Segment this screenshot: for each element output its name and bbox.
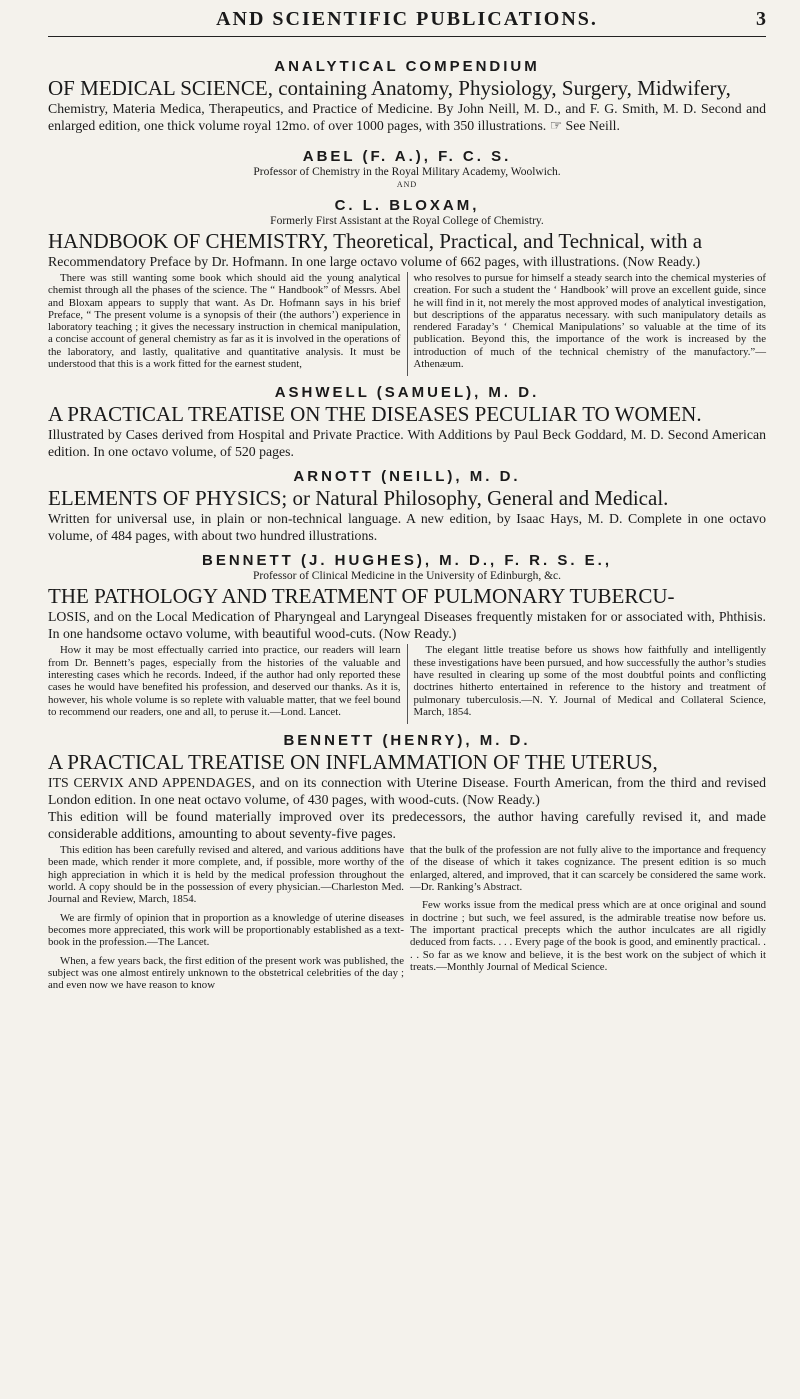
entry-abel-bloxam xyxy=(48,148,766,376)
author-description: Professor of Chemistry in the Royal Military Academy, Woolwich. xyxy=(253,166,561,178)
entry-description: Recommendatory Preface by Dr. Hofmann. In one large octavo volume of 662 pages, with illustrations. (Now Ready.) xyxy=(48,254,701,269)
entry-author: BENNETT (HENRY), M. D. xyxy=(283,732,531,750)
entry-heading: HANDBOOK OF CHEMISTRY, Theoretical, Practical, and Technical, with a xyxy=(48,229,703,253)
and-connector: AND xyxy=(396,180,418,189)
running-title: AND SCIENTIFIC PUBLICATIONS. xyxy=(216,8,598,30)
running-head xyxy=(48,0,766,50)
entry-author: ABEL (F. A.), F. C. S. xyxy=(302,148,512,165)
review-text: Few works issue from the medical press which are at once original and sound in doctrine ; but such, we feel assured, is the admirable treatise now before us. The important practical precepts which the author inculcates are all rigidly deduced from facts. . . . Every page of the book is good, and eminently practical. . . . So far as we know and believe, it is the best work on the subject of which it treats.—Monthly Journal of Medical Science. xyxy=(410,899,766,973)
entry-bennett-henry xyxy=(48,732,766,997)
author-description: Professor of Clinical Medicine in the University of Edinburgh, &c. xyxy=(253,570,561,583)
entry-description: Written for universal use, in plain or non-technical language. A new edition, by Isaac Hays, M. D. Complete in one octavo volume, of 484 pages, with about two hundred illustrations. xyxy=(48,511,766,544)
review-right-column xyxy=(414,272,767,376)
entry-heading: OF MEDICAL SCIENCE, containing Anatomy, Physiology, Surgery, Midwifery, xyxy=(48,76,731,100)
header-rule xyxy=(48,36,766,37)
review-text: There was still wanting some book which should aid the young analytical chemist through all the phases of the science. The “ Handbook” of Messrs. Abel and Bloxam appears to supply that want. As Dr. Hofmann says in his brief Preface, “ The present volume is a synopsis of their (the authors’) experience in laboratory teaching ; it gives the necessary instruction in chemical manipulation, a concise account of general chemistry as far as it is involved in the operations of the laboratory, and lastly, qualitative and quantitative analysis. It must be understood that this is a work fitted for the earnest student, xyxy=(48,272,401,371)
entry-author: BENNETT (J. HUGHES), M. D., F. R. S. E., xyxy=(201,552,613,570)
entry-ashwell xyxy=(48,384,766,460)
review-left-column xyxy=(48,272,408,376)
entry-analytical-compendium xyxy=(48,58,766,134)
review-left-column xyxy=(48,844,404,997)
page-number: 3 xyxy=(756,8,766,30)
review-columns xyxy=(48,272,766,376)
review-text: The elegant little treatise before us shows how faithfully and intelligently these investigations have been pursued, and how successfully the author’s studies have resulted in clearing up some of the most doubtful points and conflicting doctrines hitherto entertained in reference to the history and treatment of pulmonary tuberculosis.—N. Y. Journal of Medical and Collateral Science, March, 1854. xyxy=(413,644,766,718)
entry-description: Illustrated by Cases derived from Hospital and Private Practice. With Additions by Paul Beck Goddard, M. D. Second American edition. In one octavo volume, of 520 pages. xyxy=(48,427,766,460)
edition-note: This edition will be found materially improved over its predecessors, the author having carefully revised it, and made considerable additions, amounting to about seventy-five pages. xyxy=(48,809,766,842)
author-2-description: Formerly First Assistant at the Royal College of Chemistry. xyxy=(270,215,544,227)
entry-description: Chemistry, Materia Medica, Therapeutics, and Practice of Medicine. By John Neill, M. D., and F. G. Smith, M. D. Second and enlarged edition, one thick volume royal 12mo. of over 1000 pages, with 350 illustrations. ☞ See Neill. xyxy=(48,101,766,133)
entry-author: ARNOTT (NEILL), M. D. xyxy=(293,468,521,486)
entry-author: ASHWELL (SAMUEL), M. D. xyxy=(274,384,540,402)
entry-heading: A PRACTICAL TREATISE ON THE DISEASES PECULIAR TO WOMEN. xyxy=(48,402,702,427)
review-text: How it may be most effectually carried into practice, our readers will learn from Dr. Bennett’s pages, especially from the histories of the valuable and interesting cases which he records. Indeed, if the author had only reported these cases he would have benefited his profession, and deserved our thanks. As it is, however, his whole volume is so replete with valuable matter, that we feel bound to recommend our readers, one and all, to peruse it.—Lond. Lancet. xyxy=(48,644,401,718)
review-left-column xyxy=(48,644,408,724)
entry-description: LOSIS, and on the Local Medication of Pharyngeal and Laryngeal Diseases frequently mistaken for or associated with, Phthisis. In one handsome octavo volume, with beautiful wood-cuts. (Now Ready.) xyxy=(48,609,766,642)
review-text: We are firmly of opinion that in proportion as a knowledge of uterine diseases becomes more appreciated, this work will be proportionably established as a text-book in the profession.—The Lancet. xyxy=(48,911,404,949)
review-text: that the bulk of the profession are not fully alive to the importance and frequency of the disease of which it takes cognizance. The present edition is so much enlarged, altered, and improved, that it can scarcely be considered the same work.—Dr. Ranking’s Abstract. xyxy=(410,844,766,894)
review-text: When, a few years back, the first edition of the present work was published, the subject was one almost entirely unknown to the obstetrical celebrities of the day ; and even now we have reason to know xyxy=(48,954,404,992)
entry-author-2: C. L. BLOXAM, xyxy=(334,197,480,214)
review-right-column xyxy=(410,844,766,997)
review-text: This edition has been carefully revised and altered, and various additions have been made, which render it more complete, and, if possible, more worthy of the high appreciation in which it is held by the medical profession throughout the world. A copy should be in the possession of every physician.—Charleston Med. Journal and Review, March, 1854. xyxy=(48,844,404,906)
review-right-column xyxy=(414,644,767,724)
entry-heading: A PRACTICAL TREATISE ON INFLAMMATION OF THE UTERUS, xyxy=(48,750,658,775)
entry-heading: THE PATHOLOGY AND TREATMENT OF PULMONARY TUBERCU- xyxy=(48,584,675,609)
entry-bennett-hughes xyxy=(48,552,766,724)
review-columns xyxy=(48,844,766,997)
review-columns xyxy=(48,644,766,724)
entry-heading: ELEMENTS OF PHYSICS; or Natural Philosophy, General and Medical. xyxy=(48,486,669,511)
entry-author: ANALYTICAL COMPENDIUM xyxy=(274,58,540,75)
entry-description: ITS CERVIX AND APPENDAGES, and on its connection with Uterine Disease. Fourth American, from the third and revised London edition. In one neat octavo volume, of 430 pages, with wood-cuts. (Now Ready.) xyxy=(48,775,766,808)
review-text: who resolves to pursue for himself a steady search into the chemical mysteries of creation. For such a student the ‘ Handbook’ will prove an excellent guide, since he will find in it, not merely the most approved modes of analytical investigation, but descriptions of the apparatus necessary. with such manipulatory details as rendered Faraday’s ‘ Chemical Manipulations’ so valuable at the time of its publication. Beyond this, the importance of the work is increased by the introduction of much of the technical chemistry of the manufactory.”—Athenæum. xyxy=(413,272,766,371)
entry-arnott xyxy=(48,468,766,544)
